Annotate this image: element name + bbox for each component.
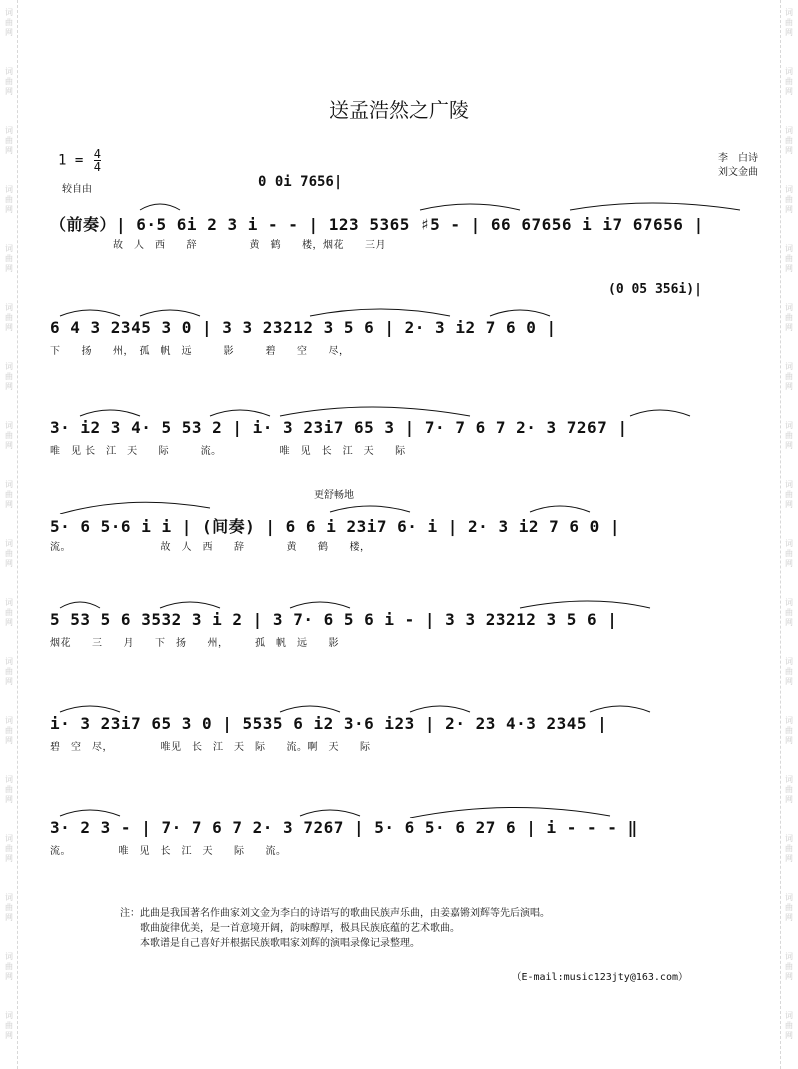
interlude-top-notes: (0 05 356i)| (608, 282, 702, 297)
credits (718, 152, 758, 180)
slur-marks (50, 304, 750, 318)
score-line-5 (50, 610, 750, 670)
time-signature: $\frac{4}{4}$ (93, 147, 101, 174)
watermark-text: 词 曲 网 (5, 244, 13, 273)
watermark-text: 词 曲 网 (5, 362, 13, 391)
key-signature: 1 = $\frac{4}{4}$ (58, 147, 101, 174)
watermark-text: 词 曲 网 (785, 598, 793, 627)
watermark-text: 词 曲 网 (785, 421, 793, 450)
score-line-2 (50, 318, 750, 378)
tempo-marking-2: 更舒畅地 (314, 490, 354, 501)
watermark-text: 词 曲 网 (5, 67, 13, 96)
lyrics: 下 扬 州， 孤 帆 远 影 碧 空 尽， (50, 346, 350, 357)
watermark-text: 词 曲 网 (5, 716, 13, 745)
slur-marks (50, 404, 750, 418)
watermark-text: 词 曲 网 (5, 8, 13, 37)
score-line-4 (50, 514, 750, 574)
watermark-text: 词 曲 网 (785, 775, 793, 804)
watermark-text: 词 曲 网 (5, 775, 13, 804)
notes: 5 53 5 6 3532 3 i 2 | 3 7· 6 5 6 i - | 3 3 23212 3 5 6 | (50, 610, 618, 629)
score-line-6 (50, 714, 750, 774)
tempo-marking-1: 较自由 (62, 184, 92, 195)
notes: i· 3 23i7 65 3 0 | 5535 6 i2 3·6 i23 | 2· 23 4·3 2345 | (50, 714, 608, 733)
contact-email: （E-mail:music123jty@163.com） (511, 972, 688, 983)
slur-marks (50, 700, 750, 714)
slur-marks (50, 596, 750, 610)
watermark-text: 词 曲 网 (5, 1011, 13, 1040)
watermark-text: 词 曲 网 (785, 834, 793, 863)
slur-marks (50, 198, 750, 212)
notes: 3· i2 3 4· 5 53 2 | i· 3 23i7 65 3 | 7· 7 6 7 2· 3 7267 | (50, 418, 628, 437)
watermark-text: 词 曲 网 (785, 244, 793, 273)
lyricist: 李 白诗 (718, 153, 758, 164)
watermark-text: 词 曲 网 (785, 67, 793, 96)
watermark-text: 词 曲 网 (785, 893, 793, 922)
footnote-line-3: 本歌谱是自己喜好并根据民族歌唱家刘辉的演唱录像记录整理。 (120, 938, 420, 949)
lyrics: 流。 唯 见 长 江 天 际 流。 (50, 846, 287, 857)
watermark-text: 词 曲 网 (5, 421, 13, 450)
prelude-top-notes: 0 0i 7656| (258, 174, 343, 190)
watermark-text: 词 曲 网 (785, 8, 793, 37)
song-title: 送孟浩然之广陵 (329, 98, 469, 122)
watermark-text: 词 曲 网 (785, 716, 793, 745)
score-line-1 (50, 212, 750, 272)
watermark-text: 词 曲 网 (785, 1011, 793, 1040)
lyrics: 唯 见 长 江 天 际 流。 唯 见 长 江 天 际 (50, 446, 406, 457)
watermark-text: 词 曲 网 (5, 126, 13, 155)
watermark-text: 词 曲 网 (5, 893, 13, 922)
watermark-text: 词 曲 网 (785, 480, 793, 509)
notes: 5· 6 5·6 i i | (间奏) | 6 6 i 23i7 6· i | 2· 3 i2 7 6 0 | (50, 517, 621, 536)
watermark-text: 词 曲 网 (5, 480, 13, 509)
score-line-3 (50, 418, 750, 478)
lyrics: 碧 空 尽， 唯见 长 江 天 际 流。啊 天 际 (50, 742, 371, 753)
score-line-7 (50, 818, 750, 878)
footnote-line-2: 歌曲旋律优美，是一首意境开阔，韵味醇厚，极具民族底蕴的艺术歌曲。 (120, 923, 460, 934)
watermark-text: 词 曲 网 (5, 185, 13, 214)
lyrics: 烟花 三 月 下 扬 州， 孤 帆 远 影 (50, 638, 339, 649)
watermark-text: 词 曲 网 (5, 657, 13, 686)
slur-marks (50, 804, 750, 818)
lyrics: 流。 故 人 西 辞 黄 鹤 楼， (50, 542, 371, 553)
watermark-text: 词 曲 网 (5, 834, 13, 863)
notes: 3· 2 3 - | 7· 7 6 7 2· 3 7267 | 5· 6 5· 6 27 6 | i - - - ‖ (50, 818, 638, 837)
watermark-text: 词 曲 网 (785, 952, 793, 981)
watermark-text: 词 曲 网 (5, 539, 13, 568)
watermark-text: 词 曲 网 (5, 303, 13, 332)
notes: 6 4 3 2345 3 0 | 3 3 23212 3 5 6 | 2· 3 i2 7 6 0 | (50, 318, 557, 337)
footnote (120, 906, 760, 951)
composer: 刘文金曲 (718, 167, 758, 178)
watermark-text: 词 曲 网 (785, 539, 793, 568)
lyrics: 故 人 西 辞 黄 鹤 楼，烟花 三月 (50, 240, 386, 251)
watermark-text: 词 曲 网 (785, 362, 793, 391)
footnote-line-1: 注：此曲是我国著名作曲家刘文金为李白的诗语写的歌曲民族声乐曲，由姜嘉锵刘辉等先后演唱。 (120, 908, 550, 919)
watermark-text: 词 曲 网 (785, 126, 793, 155)
watermark-text: 词 曲 网 (785, 657, 793, 686)
watermark-text: 词 曲 网 (785, 303, 793, 332)
notes: （前奏）| 6·5 6i 2 3 i - - | 123 5365 ♯5 - | 66 67656 i i7 67656 | (50, 215, 704, 234)
watermark-text: 词 曲 网 (5, 952, 13, 981)
watermark-text: 词 曲 网 (785, 185, 793, 214)
watermark-text: 词 曲 网 (5, 598, 13, 627)
slur-marks (50, 500, 750, 514)
